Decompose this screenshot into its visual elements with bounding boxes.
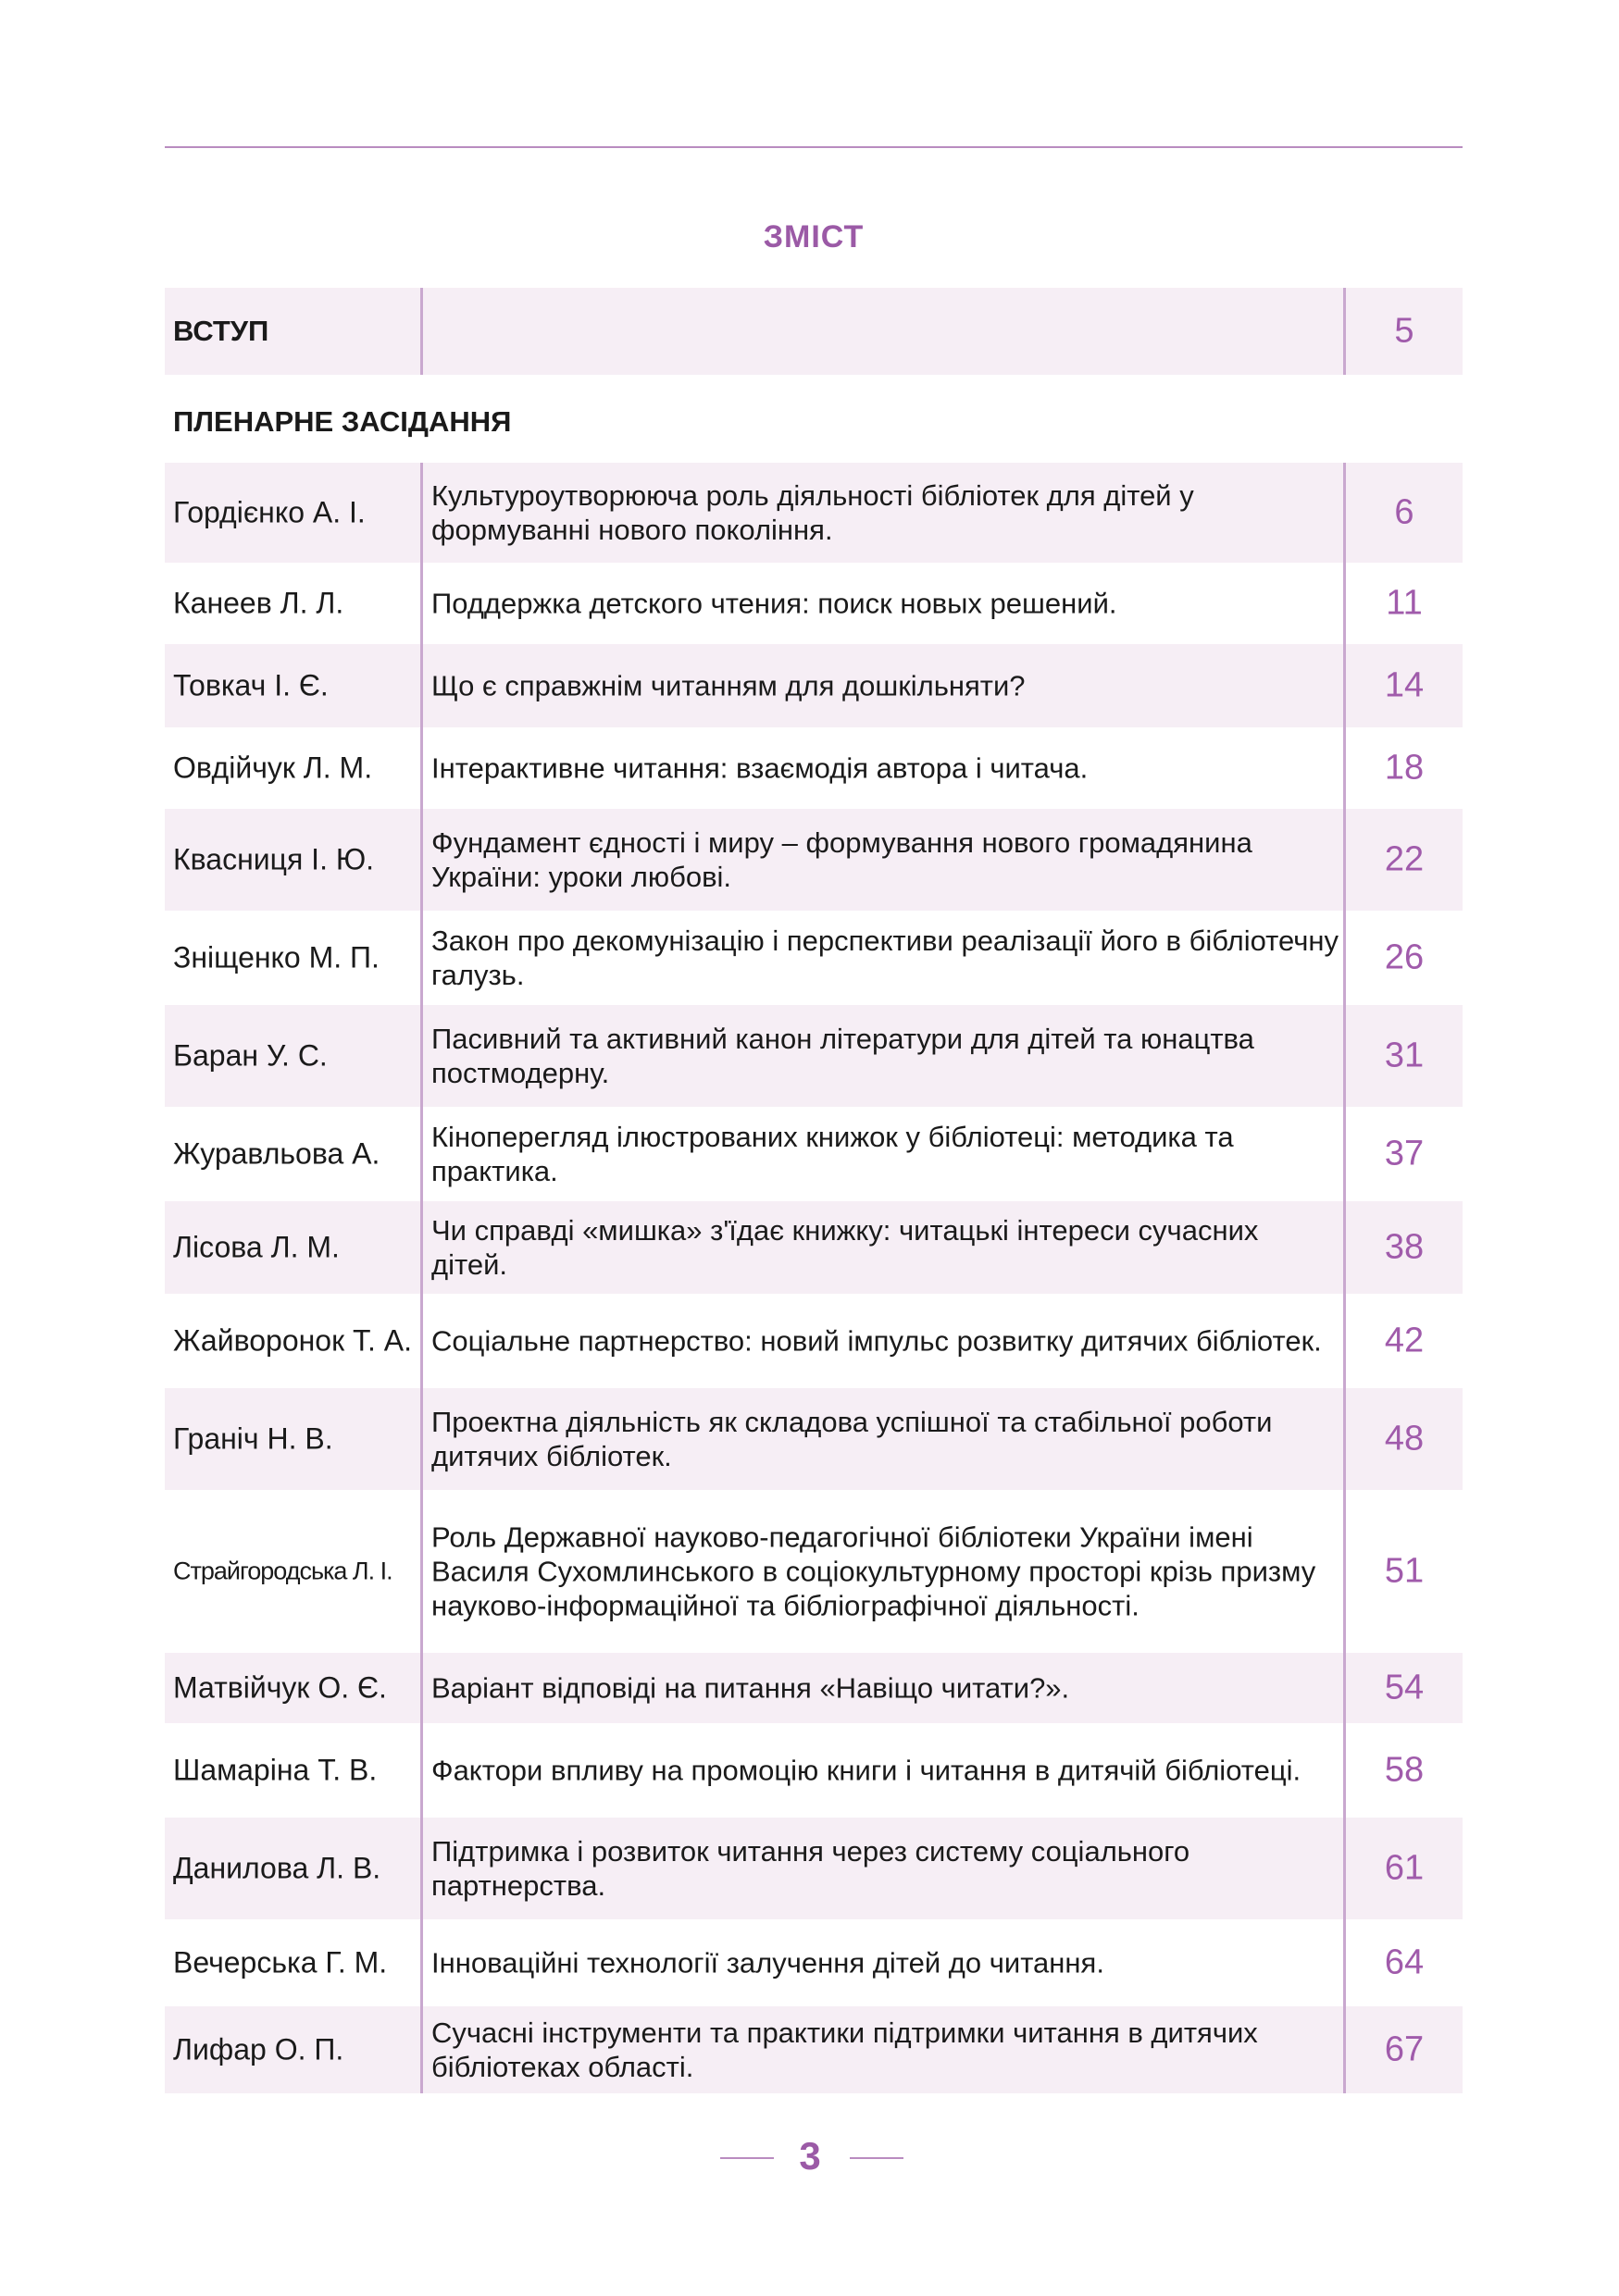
entry-title: Культуроутворююча роль діяльності бібліотек для дітей у формуванні нового покоління. xyxy=(431,479,1194,546)
entry-author: Баран У. С. xyxy=(173,1038,328,1073)
intro-page-number: 5 xyxy=(1394,311,1414,351)
entry-title: Фундамент єдності і миру – формування нового громадянина України: уроки любові. xyxy=(431,826,1252,893)
toc-entry xyxy=(165,1818,1463,1919)
toc-entry xyxy=(165,1490,1463,1653)
column-divider xyxy=(420,1294,423,1388)
intro-row xyxy=(165,288,1463,375)
entry-title: Що є справжнім читанням для дошкільняти? xyxy=(431,669,1026,702)
toc-entry xyxy=(165,727,1463,809)
entry-page-number: 42 xyxy=(1384,1321,1425,1360)
toc-entry xyxy=(165,1723,1463,1818)
toc-entry xyxy=(165,644,1463,727)
entry-author: Товкач І. Є. xyxy=(173,668,329,702)
column-divider xyxy=(420,1107,423,1201)
page-footer xyxy=(0,2128,1619,2184)
entry-page-number: 38 xyxy=(1384,1227,1425,1267)
entry-page-number: 64 xyxy=(1384,1942,1425,1982)
entry-page-number: 6 xyxy=(1394,492,1414,532)
column-divider xyxy=(420,644,423,727)
entry-page-number: 58 xyxy=(1384,1750,1425,1790)
column-divider xyxy=(420,1201,423,1294)
entry-title: Роль Державної науково-педагогічної бібліотеки України імені Василя Сухомлинського в соціокультурному просторі крізь призму науково-інформаційної та бібліографічної діяльності. xyxy=(431,1520,1316,1622)
toc-entry xyxy=(165,809,1463,911)
entry-author: Зніщенко М. П. xyxy=(173,940,380,974)
entry-page-number: 54 xyxy=(1384,1668,1425,1707)
column-divider xyxy=(420,1818,423,1919)
entry-page-number: 11 xyxy=(1386,583,1423,623)
entry-title: Кіноперегляд ілюстрованих книжок у бібліотеці: методика та практика. xyxy=(431,1121,1234,1187)
entry-title: Пасивний та активний канон літератури для дітей та юнацтва постмодерну. xyxy=(431,1023,1254,1089)
toc-entry xyxy=(165,1388,1463,1490)
entry-page-number: 37 xyxy=(1384,1134,1425,1173)
toc-entry xyxy=(165,463,1463,563)
entry-author: Граніч Н. В. xyxy=(173,1421,333,1456)
entry-page-number: 48 xyxy=(1384,1419,1425,1458)
column-divider xyxy=(420,1388,423,1490)
entry-title: Варіант відповіді на питання «Навіщо читати?». xyxy=(431,1671,1070,1705)
entry-author: Журавльова А. xyxy=(173,1136,380,1171)
entry-title: Поддержка детского чтения: поиск новых решений. xyxy=(431,587,1117,620)
entry-title: Проектна діяльність як складова успішної та стабільної роботи дитячих бібліотек. xyxy=(431,1406,1273,1472)
entry-author: Квасниця І. Ю. xyxy=(173,842,375,876)
entry-title: Сучасні інструменти та практики підтримки читання в дитячих бібліотеках області. xyxy=(431,2017,1258,2083)
entry-author: Жайворонок Т. А. xyxy=(173,1323,412,1358)
toc-entry xyxy=(165,911,1463,1005)
entry-page-number: 51 xyxy=(1384,1551,1425,1591)
entry-author: Канеев Л. Л. xyxy=(173,586,344,620)
entry-title: Фактори впливу на промоцію книги і читання в дитячій бібліотеці. xyxy=(431,1754,1301,1787)
column-divider xyxy=(420,1653,423,1723)
column-divider xyxy=(420,809,423,911)
toc-entry xyxy=(165,2006,1463,2093)
entry-title: Інтерактивне читання: взаємодія автора і читача. xyxy=(431,751,1089,785)
entry-author: Данилова Л. В. xyxy=(173,1851,381,1885)
footer-rule xyxy=(850,2157,903,2159)
intro-label: ВСТУП xyxy=(173,315,269,347)
column-divider xyxy=(420,1490,423,1653)
section-heading: ПЛЕНАРНЕ ЗАСІДАННЯ xyxy=(173,405,512,438)
entry-author: Матвійчук О. Є. xyxy=(173,1670,387,1705)
entry-page-number: 26 xyxy=(1384,937,1425,977)
toc-entry xyxy=(165,1107,1463,1201)
entry-page-number: 22 xyxy=(1384,839,1425,879)
entry-page-number: 61 xyxy=(1384,1848,1425,1888)
entry-title: Соціальне партнерство: новий імпульс розвитку дитячих бібліотек. xyxy=(431,1324,1322,1358)
entry-author: Лісова Л. М. xyxy=(173,1230,340,1264)
entry-title: Підтримка і розвиток читання через систему соціального партнерства. xyxy=(431,1835,1190,1902)
column-divider xyxy=(420,288,423,375)
toc-entry xyxy=(165,1653,1463,1723)
column-divider xyxy=(420,727,423,809)
entry-page-number: 18 xyxy=(1384,748,1425,788)
toc-entry xyxy=(165,1201,1463,1294)
entry-title: Чи справді «мишка» з'їдає книжку: читацькі інтереси сучасних дітей. xyxy=(431,1214,1259,1281)
column-divider xyxy=(420,463,423,563)
top-rule xyxy=(165,146,1463,148)
toc-heading: ЗМІСТ xyxy=(763,219,865,254)
footer-rule xyxy=(720,2157,774,2159)
toc-entry xyxy=(165,1005,1463,1107)
toc-entry xyxy=(165,1919,1463,2006)
entry-page-number: 67 xyxy=(1384,2029,1425,2069)
column-divider xyxy=(420,563,423,644)
toc-entry xyxy=(165,1294,1463,1388)
column-divider xyxy=(420,1005,423,1107)
page-number: 3 xyxy=(799,2134,821,2178)
column-divider xyxy=(420,2006,423,2093)
entry-title: Інноваційні технології залучення дітей до читання. xyxy=(431,1946,1104,1980)
entry-author: Овдійчук Л. М. xyxy=(173,751,373,785)
entry-page-number: 14 xyxy=(1384,665,1425,705)
column-divider xyxy=(420,1919,423,2006)
entry-author: Гордієнко А. І. xyxy=(173,495,366,529)
column-divider xyxy=(420,1723,423,1818)
entry-author: Лифар О. П. xyxy=(173,2032,344,2066)
entry-author: Вечерська Г. М. xyxy=(173,1945,388,1980)
toc-entry xyxy=(165,563,1463,644)
entry-author: Шамаріна Т. В. xyxy=(173,1753,378,1787)
entry-author: Страйгородська Л. І. xyxy=(173,1557,392,1585)
column-divider xyxy=(420,911,423,1005)
entry-title: Закон про декомунізацію і перспективи реалізації його в бібліотечну галузь. xyxy=(431,925,1339,991)
entry-page-number: 31 xyxy=(1384,1036,1425,1075)
